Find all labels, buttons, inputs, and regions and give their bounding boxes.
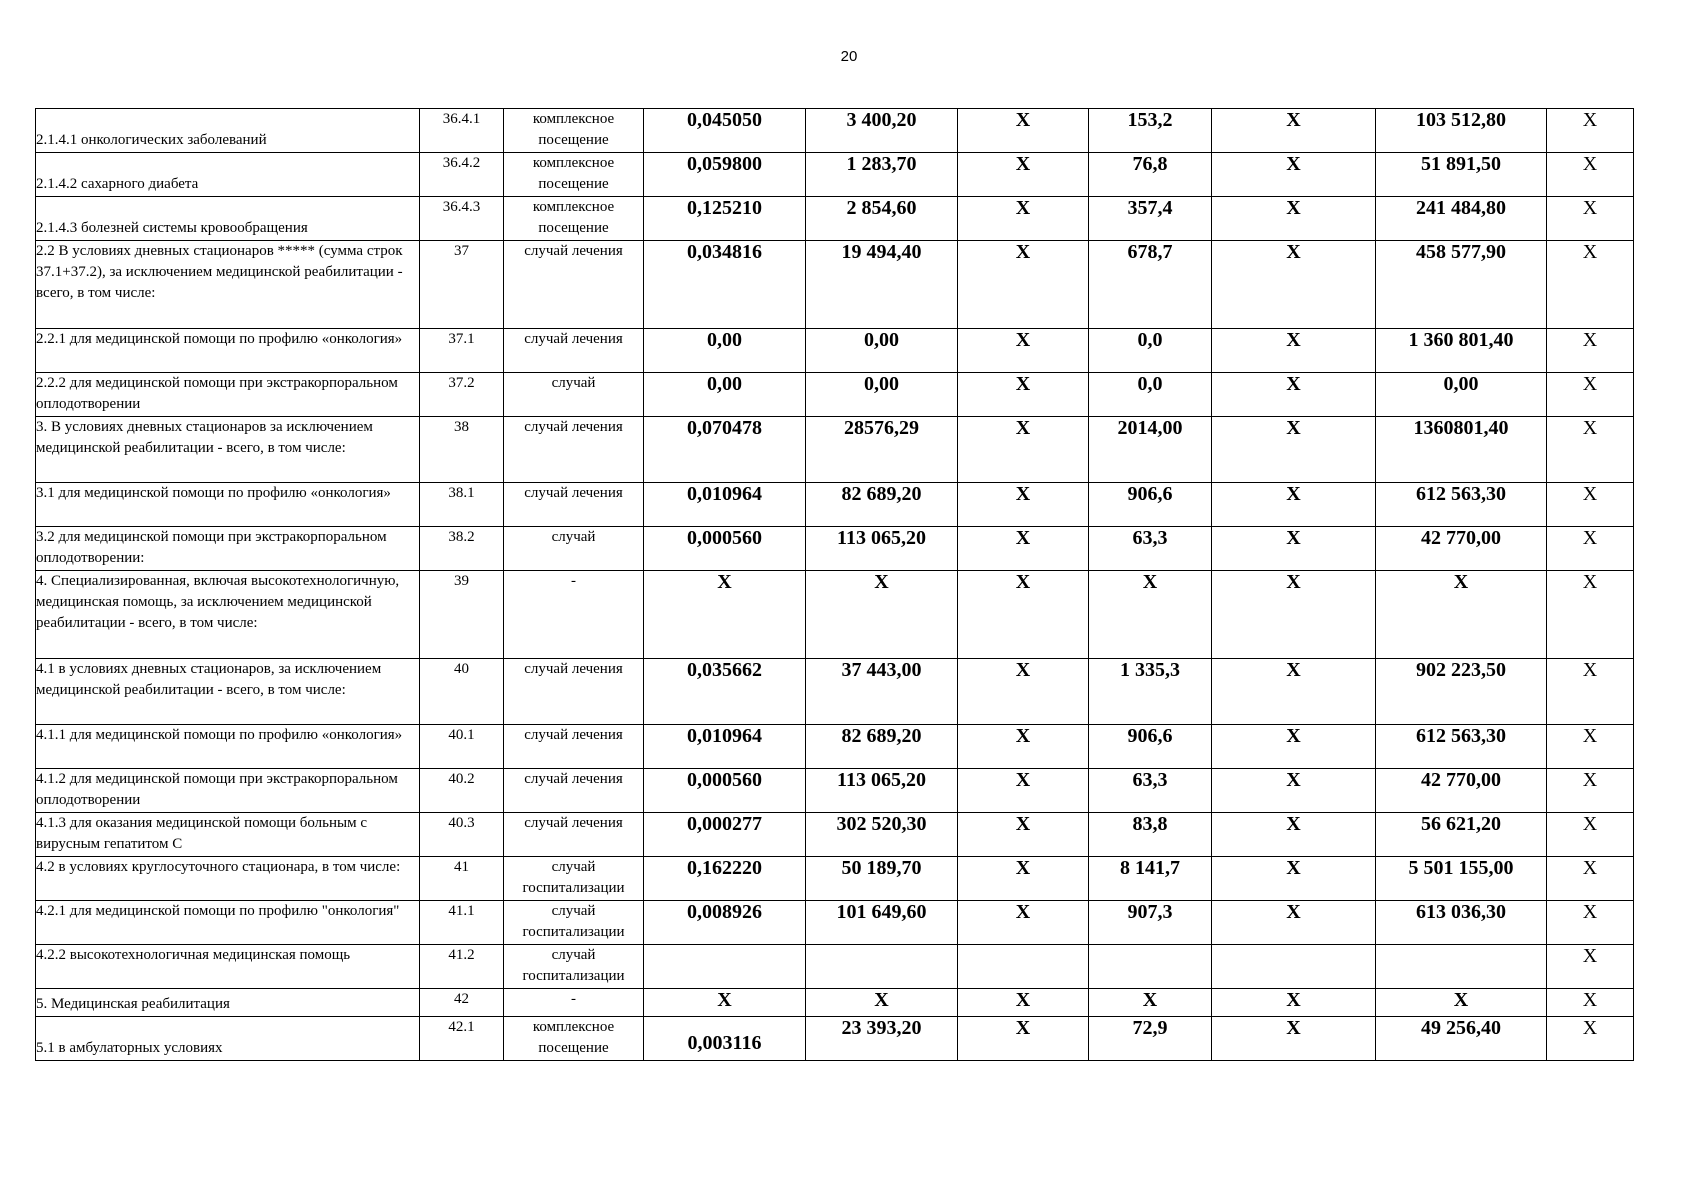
- x-cell: X: [1212, 109, 1376, 153]
- table-row: [36, 109, 1634, 153]
- table-row: [36, 945, 1634, 989]
- x-cell: X: [1212, 571, 1376, 659]
- row-unit: случай госпитализации: [504, 857, 644, 901]
- norm-cost-cell: 0,00: [806, 329, 958, 373]
- cost-total-cell: 0,00: [1376, 373, 1547, 417]
- cost-total-cell: X: [1376, 571, 1547, 659]
- row-name: 4.1.2 для медицинской помощи при экстракорпоральном оплодотворении: [36, 769, 420, 813]
- x-cell: X: [1547, 901, 1634, 945]
- cost-total-cell: 612 563,30: [1376, 725, 1547, 769]
- x-cell: X: [958, 483, 1089, 527]
- x-cell: X: [1547, 527, 1634, 571]
- norm-volume-cell: 0,000277: [644, 813, 806, 857]
- row-code: 42.1: [420, 1017, 504, 1061]
- x-cell: X: [958, 813, 1089, 857]
- row-unit: случай лечения: [504, 659, 644, 725]
- row-code: 37.2: [420, 373, 504, 417]
- table-row: [36, 483, 1634, 527]
- x-cell: X: [1212, 813, 1376, 857]
- row-code: 38.2: [420, 527, 504, 571]
- row-name: 4.1.1 для медицинской помощи по профилю «онкология»: [36, 725, 420, 769]
- x-cell: X: [958, 659, 1089, 725]
- x-cell: X: [1547, 1017, 1634, 1061]
- row-unit: -: [504, 571, 644, 659]
- row-unit: случай: [504, 527, 644, 571]
- norm-volume-cell: 0,010964: [644, 483, 806, 527]
- per-capita-cell: 72,9: [1089, 1017, 1212, 1061]
- norm-cost-cell: 19 494,40: [806, 241, 958, 329]
- x-cell: X: [958, 901, 1089, 945]
- norm-cost-cell: 302 520,30: [806, 813, 958, 857]
- per-capita-cell: 678,7: [1089, 241, 1212, 329]
- row-name: 2.2 В условиях дневных стационаров ***** (сумма строк 37.1+37.2), за исключением медицинской реабилитации - всего, в том числе:: [36, 241, 420, 329]
- row-name: 2.1.4.1 онкологических заболеваний: [36, 109, 420, 153]
- cost-total-cell: 103 512,80: [1376, 109, 1547, 153]
- per-capita-cell: 63,3: [1089, 527, 1212, 571]
- x-cell: X: [958, 989, 1089, 1017]
- row-code: 42: [420, 989, 504, 1017]
- row-name: 4. Специализированная, включая высокотехнологичную, медицинская помощь, за исключением медицинской реабилитации - всего, в том числе:: [36, 571, 420, 659]
- norm-cost-cell: 113 065,20: [806, 769, 958, 813]
- norm-cost-cell: [806, 945, 958, 989]
- x-cell: X: [1547, 769, 1634, 813]
- x-cell: X: [1212, 373, 1376, 417]
- x-cell: X: [1212, 989, 1376, 1017]
- row-code: 40.3: [420, 813, 504, 857]
- x-cell: X: [1212, 527, 1376, 571]
- x-cell: X: [958, 1017, 1089, 1061]
- x-cell: X: [1212, 241, 1376, 329]
- x-cell: X: [958, 109, 1089, 153]
- x-cell: X: [1212, 197, 1376, 241]
- per-capita-cell: 153,2: [1089, 109, 1212, 153]
- norm-volume-cell: 0,045050: [644, 109, 806, 153]
- x-cell: X: [1547, 483, 1634, 527]
- row-name: 3.1 для медицинской помощи по профилю «онкология»: [36, 483, 420, 527]
- per-capita-cell: 906,6: [1089, 483, 1212, 527]
- table-row: [36, 571, 1634, 659]
- cost-total-cell: 1 360 801,40: [1376, 329, 1547, 373]
- per-capita-cell: 906,6: [1089, 725, 1212, 769]
- x-cell: X: [1547, 725, 1634, 769]
- table-row: [36, 901, 1634, 945]
- x-cell: X: [958, 417, 1089, 483]
- row-code: 40.1: [420, 725, 504, 769]
- cost-total-cell: 458 577,90: [1376, 241, 1547, 329]
- norm-cost-cell: 0,00: [806, 373, 958, 417]
- row-code: 36.4.1: [420, 109, 504, 153]
- cost-total-cell: 612 563,30: [1376, 483, 1547, 527]
- row-unit: случай лечения: [504, 329, 644, 373]
- row-name: 2.1.4.2 сахарного диабета: [36, 153, 420, 197]
- x-cell: X: [958, 197, 1089, 241]
- norm-volume-cell: 0,00: [644, 373, 806, 417]
- x-cell: X: [1212, 483, 1376, 527]
- x-cell: X: [958, 329, 1089, 373]
- row-unit: случай госпитализации: [504, 945, 644, 989]
- x-cell: X: [1547, 813, 1634, 857]
- row-name: 3. В условиях дневных стационаров за исключением медицинской реабилитации - всего, в том числе:: [36, 417, 420, 483]
- x-cell: X: [958, 241, 1089, 329]
- x-cell: X: [1212, 659, 1376, 725]
- table-row: [36, 857, 1634, 901]
- norm-cost-cell: 82 689,20: [806, 483, 958, 527]
- x-cell: X: [1547, 109, 1634, 153]
- cost-total-cell: 613 036,30: [1376, 901, 1547, 945]
- x-cell: X: [1212, 329, 1376, 373]
- row-code: 39: [420, 571, 504, 659]
- cost-total-cell: 1360801,40: [1376, 417, 1547, 483]
- norm-cost-cell: 101 649,60: [806, 901, 958, 945]
- data-table: [35, 108, 1634, 1061]
- row-unit: комплексное посещение: [504, 197, 644, 241]
- row-unit: случай лечения: [504, 483, 644, 527]
- row-code: 37: [420, 241, 504, 329]
- x-cell: X: [958, 153, 1089, 197]
- per-capita-cell: [1089, 945, 1212, 989]
- table-row: [36, 373, 1634, 417]
- row-name: 4.1.3 для оказания медицинской помощи больным с вирусным гепатитом С: [36, 813, 420, 857]
- row-name: 4.1 в условиях дневных стационаров, за исключением медицинской реабилитации - всего, в том числе:: [36, 659, 420, 725]
- table-row: [36, 989, 1634, 1017]
- cost-total-cell: 5 501 155,00: [1376, 857, 1547, 901]
- norm-cost-cell: 3 400,20: [806, 109, 958, 153]
- table-row: [36, 659, 1634, 725]
- row-unit: комплексное посещение: [504, 153, 644, 197]
- norm-volume-cell: 0,162220: [644, 857, 806, 901]
- row-name: 2.1.4.3 болезней системы кровообращения: [36, 197, 420, 241]
- row-code: 36.4.3: [420, 197, 504, 241]
- row-unit: -: [504, 989, 644, 1017]
- row-code: 41: [420, 857, 504, 901]
- norm-cost-cell: 37 443,00: [806, 659, 958, 725]
- table-row: [36, 813, 1634, 857]
- x-cell: X: [1212, 857, 1376, 901]
- row-code: 38.1: [420, 483, 504, 527]
- per-capita-cell: 63,3: [1089, 769, 1212, 813]
- x-cell: X: [958, 725, 1089, 769]
- row-unit: комплексное посещение: [504, 109, 644, 153]
- norm-volume-cell: 0,000560: [644, 527, 806, 571]
- norm-volume-cell: X: [644, 571, 806, 659]
- row-code: 41.1: [420, 901, 504, 945]
- norm-cost-cell: X: [806, 571, 958, 659]
- row-code: 40.2: [420, 769, 504, 813]
- per-capita-cell: 357,4: [1089, 197, 1212, 241]
- per-capita-cell: 83,8: [1089, 813, 1212, 857]
- norm-cost-cell: 113 065,20: [806, 527, 958, 571]
- norm-volume-cell: 0,003116: [644, 1017, 806, 1061]
- x-cell: X: [1547, 373, 1634, 417]
- norm-cost-cell: X: [806, 989, 958, 1017]
- x-cell: X: [1547, 659, 1634, 725]
- norm-volume-cell: 0,010964: [644, 725, 806, 769]
- cost-total-cell: 241 484,80: [1376, 197, 1547, 241]
- per-capita-cell: 0,0: [1089, 329, 1212, 373]
- x-cell: X: [1547, 153, 1634, 197]
- norm-cost-cell: 1 283,70: [806, 153, 958, 197]
- per-capita-cell: 8 141,7: [1089, 857, 1212, 901]
- norm-volume-cell: 0,125210: [644, 197, 806, 241]
- row-name: 2.2.2 для медицинской помощи при экстракорпоральном оплодотворении: [36, 373, 420, 417]
- x-cell: X: [958, 527, 1089, 571]
- norm-volume-cell: 0,059800: [644, 153, 806, 197]
- norm-volume-cell: X: [644, 989, 806, 1017]
- table-row: [36, 329, 1634, 373]
- x-cell: [1212, 945, 1376, 989]
- x-cell: X: [1547, 571, 1634, 659]
- x-cell: X: [958, 373, 1089, 417]
- row-code: 38: [420, 417, 504, 483]
- x-cell: X: [958, 769, 1089, 813]
- row-name: 5. Медицинская реабилитация: [36, 989, 420, 1017]
- table-row: [36, 417, 1634, 483]
- x-cell: X: [958, 857, 1089, 901]
- x-cell: X: [1212, 901, 1376, 945]
- norm-volume-cell: 0,070478: [644, 417, 806, 483]
- row-code: 41.2: [420, 945, 504, 989]
- row-name: 2.2.1 для медицинской помощи по профилю «онкология»: [36, 329, 420, 373]
- cost-total-cell: 902 223,50: [1376, 659, 1547, 725]
- cost-total-cell: 56 621,20: [1376, 813, 1547, 857]
- per-capita-cell: 0,0: [1089, 373, 1212, 417]
- table-row: [36, 197, 1634, 241]
- norm-volume-cell: [644, 945, 806, 989]
- per-capita-cell: 1 335,3: [1089, 659, 1212, 725]
- cost-total-cell: 49 256,40: [1376, 1017, 1547, 1061]
- x-cell: X: [1212, 1017, 1376, 1061]
- row-unit: случай лечения: [504, 769, 644, 813]
- x-cell: X: [1547, 329, 1634, 373]
- row-unit: комплексное посещение: [504, 1017, 644, 1061]
- per-capita-cell: 2014,00: [1089, 417, 1212, 483]
- x-cell: X: [1547, 945, 1634, 989]
- row-unit: случай лечения: [504, 241, 644, 329]
- row-code: 37.1: [420, 329, 504, 373]
- per-capita-cell: X: [1089, 989, 1212, 1017]
- row-unit: случай лечения: [504, 725, 644, 769]
- cost-total-cell: X: [1376, 989, 1547, 1017]
- table-row: [36, 769, 1634, 813]
- norm-volume-cell: 0,00: [644, 329, 806, 373]
- per-capita-cell: 907,3: [1089, 901, 1212, 945]
- row-code: 36.4.2: [420, 153, 504, 197]
- cost-total-cell: 42 770,00: [1376, 527, 1547, 571]
- x-cell: X: [1212, 153, 1376, 197]
- row-unit: случай госпитализации: [504, 901, 644, 945]
- norm-volume-cell: 0,000560: [644, 769, 806, 813]
- x-cell: X: [1547, 417, 1634, 483]
- cost-total-cell: [1376, 945, 1547, 989]
- row-name: 4.2.2 высокотехнологичная медицинская помощь: [36, 945, 420, 989]
- cost-total-cell: 51 891,50: [1376, 153, 1547, 197]
- x-cell: X: [1547, 241, 1634, 329]
- row-name: 4.2 в условиях круглосуточного стационара, в том числе:: [36, 857, 420, 901]
- x-cell: X: [1212, 769, 1376, 813]
- x-cell: X: [1547, 197, 1634, 241]
- table-row: [36, 153, 1634, 197]
- norm-volume-cell: 0,008926: [644, 901, 806, 945]
- table-row: [36, 1017, 1634, 1061]
- page-number: 20: [840, 48, 858, 65]
- cost-total-cell: 42 770,00: [1376, 769, 1547, 813]
- table-row: [36, 241, 1634, 329]
- per-capita-cell: 76,8: [1089, 153, 1212, 197]
- x-cell: X: [1547, 989, 1634, 1017]
- row-name: 4.2.1 для медицинской помощи по профилю "онкология": [36, 901, 420, 945]
- row-unit: случай: [504, 373, 644, 417]
- row-code: 40: [420, 659, 504, 725]
- row-unit: случай лечения: [504, 417, 644, 483]
- norm-volume-cell: 0,035662: [644, 659, 806, 725]
- row-unit: случай лечения: [504, 813, 644, 857]
- x-cell: X: [1212, 417, 1376, 483]
- x-cell: X: [1547, 857, 1634, 901]
- norm-volume-cell: 0,034816: [644, 241, 806, 329]
- x-cell: X: [958, 571, 1089, 659]
- norm-cost-cell: 50 189,70: [806, 857, 958, 901]
- per-capita-cell: X: [1089, 571, 1212, 659]
- table-row: [36, 725, 1634, 769]
- row-name: 3.2 для медицинской помощи при экстракорпоральном оплодотворении:: [36, 527, 420, 571]
- norm-cost-cell: 82 689,20: [806, 725, 958, 769]
- norm-cost-cell: 2 854,60: [806, 197, 958, 241]
- norm-cost-cell: 23 393,20: [806, 1017, 958, 1061]
- row-name: 5.1 в амбулаторных условиях: [36, 1017, 420, 1061]
- norm-cost-cell: 28576,29: [806, 417, 958, 483]
- table-row: [36, 527, 1634, 571]
- x-cell: X: [1212, 725, 1376, 769]
- x-cell: [958, 945, 1089, 989]
